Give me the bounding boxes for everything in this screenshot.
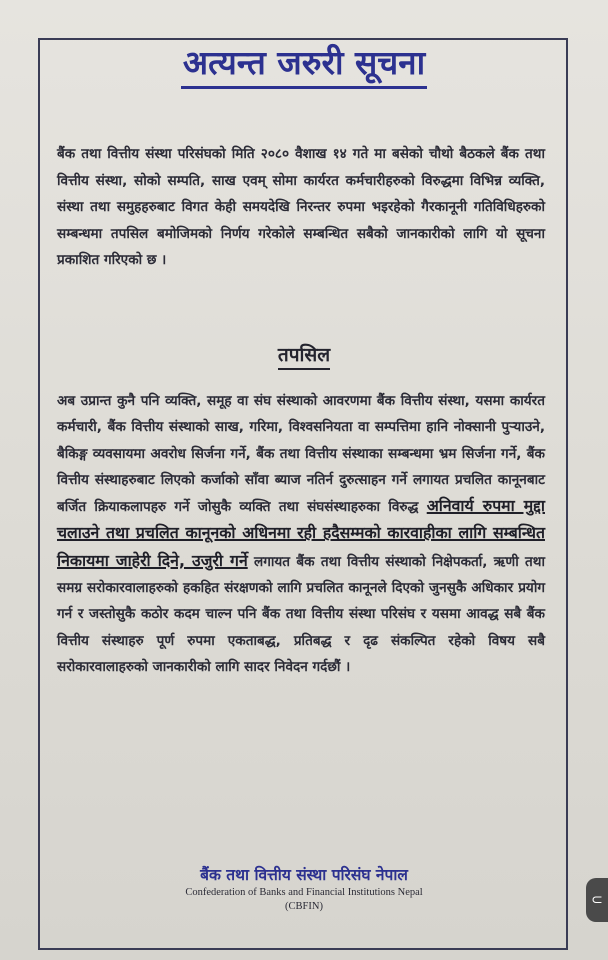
org-name-nepali: बैंक तथा वित्तीय संस्था परिसंघ नेपाल — [200, 866, 408, 884]
title-block — [0, 42, 608, 89]
body-text-end: लगायत बैंक तथा वित्तीय संस्थाको निक्षेपकर्ता, ऋणी तथा समग्र सरोकारवालाहरुको हकहित संरक्षणको लागि प्रचलित कानूनले दिएको जुनसुकै अधिकार प्रयोग गर्न र जस्तोसुकै कठोर कदम चाल्न पनि बैंक तथा वित्तीय संस्था परिसंघ र यसमा आवद्ध सबै बैंक वित्तीय संस्थाहरु पूर्ण रुपमा एकताबद्ध, प्रतिबद्ध र दृढ संकल्पित रहेको विषय सबै सरोकारवालाहरुको जानकारीको लागि सादर निवेदन गर्दछौं । — [57, 553, 545, 675]
tapasil-heading: तपसिल — [278, 342, 330, 370]
subtitle-block — [0, 342, 608, 370]
body-paragraph — [57, 388, 545, 680]
org-name-english: Confederation of Banks and Financial Institutions Nepal — [185, 887, 423, 898]
body-text-start: अब उप्रान्त कुनै पनि व्यक्ति, समूह वा संघ संस्थाको आवरणमा बैंक वित्तीय संस्था, यसमा कार्यरत कर्मचारी, बैंक वित्तीय संस्थाको साख, गरिमा, विश्वसनियता वा सम्पत्तिमा हानि नोक्सानी पुऱ्याउने, बैकिङ्ग व्यवसायमा अवरोध सिर्जना गर्ने, बैंक तथा वित्तीय संस्थाका सम्बन्धमा भ्रम सिर्जना गर्ने, बैंक वित्तीय संस्थाहरुबाट लिएको कर्जाको साँवा ब्याज नतिर्न दुरुत्साहन गर्ने लगायत प्रचलित कानूनबाट बर्जित क्रियाकलापहरु गर्ने जोसुकै व्यक्ति तथा संघसंस्थाहरुका विरुद्ध — [57, 393, 545, 516]
edge-expand-icon[interactable]: ⊂ — [586, 878, 608, 922]
org-abbreviation: (CBFIN) — [285, 901, 323, 912]
notice-title: अत्यन्त जरुरी सूचना — [181, 42, 427, 89]
body-emphasis: अनिवार्य रुपमा मुद्दा चलाउने तथा प्रचलित कानूनको अधिनमा रही हदैसम्मको कारवाहीका लागि सम्बन्धित निकायमा जाहेरी दिने, उजुरी गर्ने — [57, 496, 545, 570]
signature-block — [0, 864, 608, 914]
intro-paragraph: बैंक तथा वित्तीय संस्था परिसंघको मिति २०८० वैशाख १४ गते मा बसेको चौथो बैठकले बैंक तथा वित्तीय संस्था, सोको सम्पति, साख एवम् सोमा कार्यरत कर्मचारीहरुको विरुद्धमा विभिन्न व्यक्ति, संस्था तथा समुहहरुबाट विगत केही समयदेखि निरन्तर रुपमा भइरहेको गैरकानूनी गतिविधिहरुको सम्बन्धमा तपसिल बमोजिमको निर्णय गरेकोले सम्बन्धित सबैको जानकारीको लागि यो सूचना प्रकाशित गरिएको छ । — [57, 146, 545, 268]
